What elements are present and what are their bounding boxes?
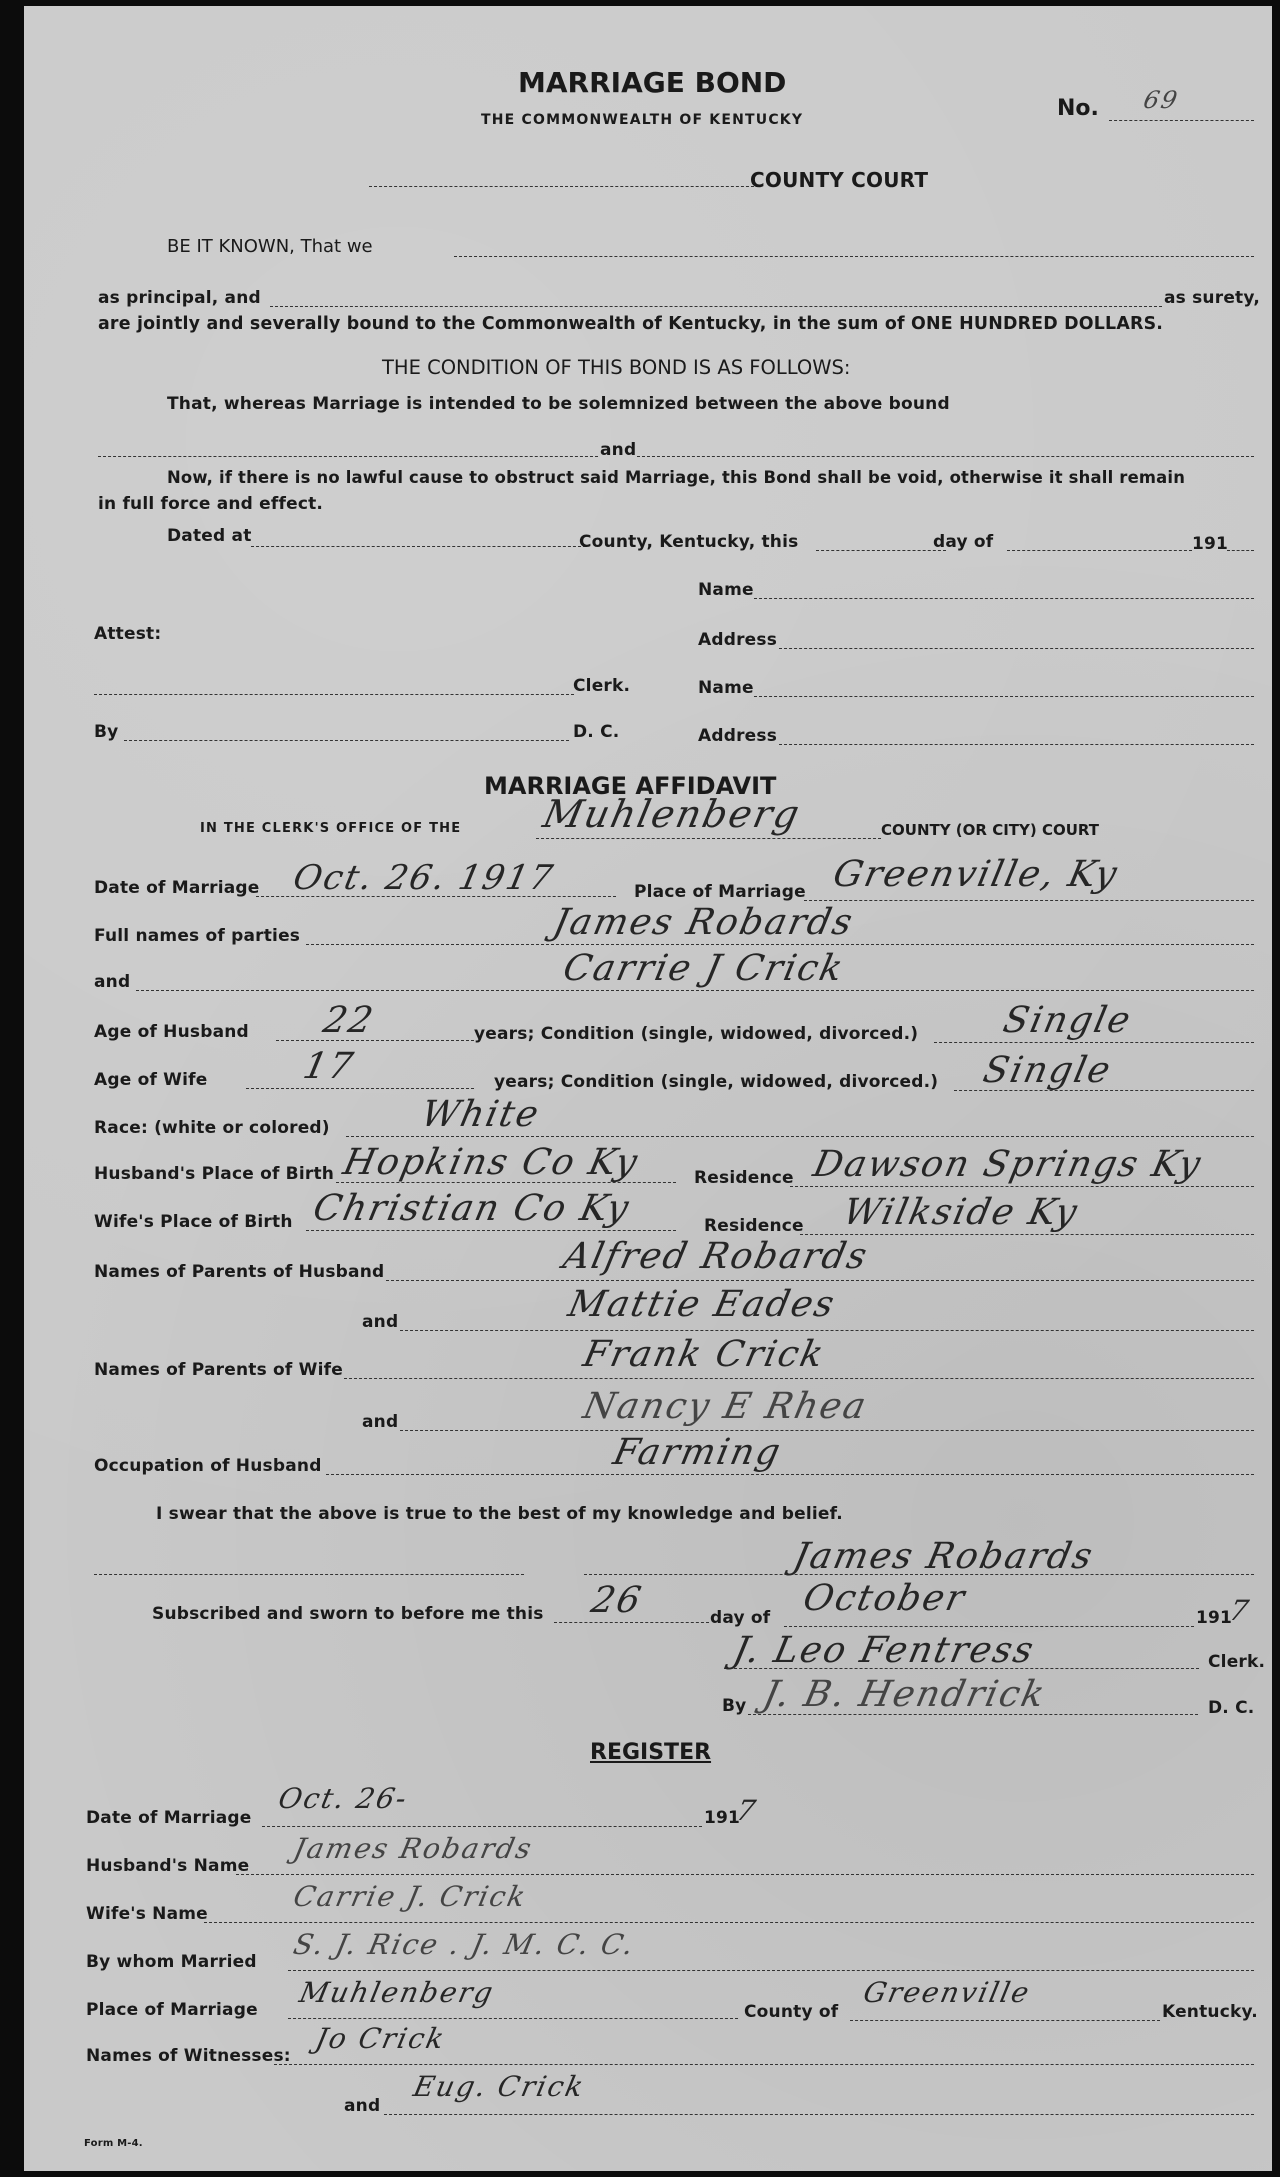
parent-husband-1-value: Alfred Robards bbox=[559, 1236, 873, 1277]
register-place-value: Muhlenberg bbox=[296, 1976, 498, 2009]
age-husband-line bbox=[276, 1040, 474, 1041]
bond-number-label: No. bbox=[1057, 96, 1099, 121]
county-of-value: Greenville bbox=[860, 1976, 1034, 2009]
name-label-2: Name bbox=[698, 678, 754, 698]
husband-residence-label: Residence bbox=[694, 1168, 794, 1188]
county-of-label: County of bbox=[744, 2002, 839, 2022]
witness-and-label: and bbox=[344, 2096, 381, 2116]
parent-wife-2-line bbox=[400, 1430, 1254, 1431]
sworn-day-of-label: day of bbox=[710, 1608, 771, 1628]
now-text-2: in full force and effect. bbox=[98, 494, 324, 514]
sworn-year-prefix: 191 bbox=[1196, 1608, 1233, 1628]
clerk-line bbox=[94, 694, 574, 695]
age-husband-value: 22 bbox=[319, 1000, 379, 1041]
bond-title: MARRIAGE BOND bbox=[518, 66, 787, 99]
attest-label: Attest: bbox=[94, 624, 162, 644]
dc-signature: J. B. Hendrick bbox=[759, 1674, 1050, 1715]
dated-year-line bbox=[1227, 550, 1254, 551]
register-title: REGISTER bbox=[590, 1740, 712, 1765]
sworn-month-value: October bbox=[799, 1578, 970, 1619]
form-number: Form M-4. bbox=[84, 2138, 143, 2149]
age-wife-value: 17 bbox=[299, 1046, 359, 1087]
county-of-line bbox=[850, 2020, 1160, 2021]
husband-residence-value: Dawson Springs Ky bbox=[809, 1144, 1206, 1185]
by-label: By bbox=[94, 722, 119, 742]
race-line bbox=[346, 1136, 1254, 1137]
wife-residence-label: Residence bbox=[704, 1216, 804, 1236]
husband-birth-value: Hopkins Co Ky bbox=[339, 1142, 643, 1183]
by-whom-value: S. J. Rice . J. M. C. C. bbox=[290, 1928, 639, 1961]
place-of-marriage-line bbox=[804, 900, 1254, 901]
address-label-2: Address bbox=[698, 726, 778, 746]
cond-husband-value: Single bbox=[999, 1000, 1136, 1041]
register-year-digit: 7 bbox=[733, 1794, 761, 1827]
wife-birth-line bbox=[306, 1230, 676, 1231]
race-value: White bbox=[417, 1094, 544, 1135]
sworn-day-line bbox=[554, 1622, 709, 1623]
county-ky-label: County, Kentucky, this bbox=[579, 532, 799, 552]
parent-wife-2-value: Nancy E Rhea bbox=[579, 1386, 872, 1427]
cond-husband-line bbox=[934, 1042, 1254, 1043]
by-line bbox=[124, 740, 569, 741]
swear-text: I swear that the above is true to the best of my knowledge and belief. bbox=[156, 1504, 843, 1524]
age-wife-condition-label: years; Condition (single, widowed, divorced.) bbox=[494, 1072, 939, 1092]
parent-husband-2-line bbox=[400, 1330, 1254, 1331]
clerk-signature: J. Leo Fentress bbox=[729, 1630, 1039, 1671]
address-line-2 bbox=[779, 744, 1254, 745]
parents-wife-label: Names of Parents of Wife bbox=[94, 1360, 343, 1380]
witness-2-line bbox=[384, 2114, 1254, 2115]
age-husband-condition-label: years; Condition (single, widowed, divorced.) bbox=[474, 1024, 919, 1044]
dated-day-of-label: day of bbox=[933, 532, 994, 552]
wife-birth-label: Wife's Place of Birth bbox=[94, 1212, 293, 1232]
whereas-line-2 bbox=[637, 456, 1254, 457]
bond-condition-heading: THE CONDITION OF THIS BOND IS AS FOLLOWS: bbox=[382, 356, 851, 379]
parent-wife-1-value: Frank Crick bbox=[579, 1334, 829, 1375]
county-court-label: COUNTY COURT bbox=[750, 168, 929, 192]
husband-name-label: Husband's Name bbox=[86, 1856, 250, 1876]
now-text-1: Now, if there is no lawful cause to obstruct said Marriage, this Bond shall be void, otherwise it shall remain bbox=[167, 468, 1186, 487]
affidavit-title: MARRIAGE AFFIDAVIT bbox=[484, 772, 777, 800]
parents-husband-label: Names of Parents of Husband bbox=[94, 1262, 385, 1282]
party-2-value: Carrie J Crick bbox=[559, 948, 849, 989]
affidavit-by-label: By bbox=[722, 1696, 747, 1716]
register-date-line bbox=[262, 1826, 702, 1827]
bond-number-value: 69 bbox=[1141, 86, 1182, 114]
name-line-1 bbox=[754, 598, 1254, 599]
wife-name-label: Wife's Name bbox=[86, 1904, 208, 1924]
witnesses-label: Names of Witnesses: bbox=[86, 2046, 291, 2066]
sworn-month-line bbox=[784, 1626, 1194, 1627]
parents-wife-and: and bbox=[362, 1412, 399, 1432]
affidavit-dc-label: D. C. bbox=[1208, 1698, 1255, 1718]
clerk-label: Clerk. bbox=[573, 676, 631, 696]
dated-month-line bbox=[1007, 550, 1192, 551]
subscribed-text: Subscribed and sworn to before me this bbox=[152, 1604, 544, 1624]
as-surety-text: as surety, bbox=[1164, 288, 1260, 308]
be-it-known-text: BE IT KNOWN, That we bbox=[167, 236, 373, 257]
husband-birth-label: Husband's Place of Birth bbox=[94, 1164, 335, 1184]
signature-left-line bbox=[94, 1574, 524, 1575]
witness-1-line bbox=[274, 2064, 1254, 2065]
be-it-known-line bbox=[454, 256, 1254, 257]
by-whom-label: By whom Married bbox=[86, 1952, 257, 1972]
affidavit-county-name: Muhlenberg bbox=[539, 792, 805, 836]
dated-at-line bbox=[251, 546, 586, 547]
dated-year-label: 191 bbox=[1192, 534, 1229, 554]
name-label-1: Name bbox=[698, 580, 754, 600]
date-of-marriage-label: Date of Marriage bbox=[94, 878, 260, 898]
affidavit-office-suffix: COUNTY (OR CITY) COURT bbox=[881, 821, 1099, 839]
age-husband-label: Age of Husband bbox=[94, 1022, 249, 1042]
full-names-line bbox=[306, 944, 1254, 945]
place-of-marriage-label: Place of Marriage bbox=[634, 882, 806, 902]
register-year-prefix: 191 bbox=[704, 1808, 741, 1828]
by-whom-line bbox=[288, 1970, 1254, 1971]
parents-husband-and: and bbox=[362, 1312, 399, 1332]
full-names-label: Full names of parties bbox=[94, 926, 301, 946]
affidavit-county-line bbox=[536, 838, 881, 839]
husband-residence-line bbox=[790, 1186, 1254, 1187]
as-principal-line bbox=[270, 306, 1162, 307]
marriage-bond-document bbox=[24, 6, 1272, 2171]
party-2-line bbox=[136, 990, 1254, 991]
wife-residence-line bbox=[800, 1234, 1254, 1235]
occupation-label: Occupation of Husband bbox=[94, 1456, 322, 1476]
sworn-year-digit: 7 bbox=[1226, 1594, 1254, 1627]
witness-1-value: Jo Crick bbox=[312, 2022, 449, 2055]
address-line-1 bbox=[779, 648, 1254, 649]
applicant-signature: James Robards bbox=[789, 1536, 1098, 1577]
parent-husband-2-value: Mattie Eades bbox=[564, 1284, 840, 1325]
party-1-value: James Robards bbox=[549, 902, 858, 943]
address-label-1: Address bbox=[698, 630, 778, 650]
affidavit-office-prefix: IN THE CLERK'S OFFICE OF THE bbox=[200, 821, 462, 836]
county-court-line bbox=[369, 186, 759, 187]
parents-husband-line bbox=[386, 1280, 1254, 1281]
bond-subtitle: THE COMMONWEALTH OF KENTUCKY bbox=[481, 112, 804, 128]
wife-name-line bbox=[204, 1922, 1254, 1923]
husband-name-value: James Robards bbox=[290, 1832, 537, 1865]
register-date-label: Date of Marriage bbox=[86, 1808, 252, 1828]
sworn-day-value: 26 bbox=[587, 1580, 647, 1621]
register-place-line bbox=[288, 2018, 738, 2019]
party-and-label: and bbox=[94, 972, 131, 992]
affidavit-clerk-label: Clerk. bbox=[1208, 1652, 1266, 1672]
age-wife-line bbox=[246, 1088, 474, 1089]
as-principal-text: as principal, and bbox=[98, 288, 261, 308]
whereas-text: That, whereas Marriage is intended to be solemnized between the above bound bbox=[167, 394, 950, 414]
whereas-and: and bbox=[600, 440, 637, 460]
occupation-line bbox=[326, 1474, 1254, 1475]
dc-label: D. C. bbox=[573, 722, 620, 742]
occupation-value: Farming bbox=[609, 1432, 786, 1473]
wife-name-value: Carrie J. Crick bbox=[290, 1880, 531, 1913]
bond-number-line bbox=[1109, 120, 1254, 121]
cond-wife-value: Single bbox=[979, 1050, 1116, 1091]
kentucky-label: Kentucky. bbox=[1162, 2002, 1258, 2022]
jointly-bound-text: are jointly and severally bound to the Commonwealth of Kentucky, in the sum of ONE HUNDRED DOLLARS. bbox=[98, 314, 1164, 334]
race-label: Race: (white or colored) bbox=[94, 1118, 330, 1138]
place-of-marriage-value: Greenville, Ky bbox=[829, 854, 1123, 895]
husband-name-line bbox=[236, 1874, 1254, 1875]
date-of-marriage-value: Oct. 26. 1917 bbox=[289, 858, 558, 898]
dated-at-label: Dated at bbox=[167, 526, 252, 546]
wife-birth-value: Christian Co Ky bbox=[309, 1188, 634, 1229]
name-line-2 bbox=[754, 696, 1254, 697]
register-place-label: Place of Marriage bbox=[86, 2000, 258, 2020]
witness-2-value: Eug. Crick bbox=[410, 2070, 589, 2103]
register-date-value: Oct. 26- bbox=[275, 1782, 412, 1815]
parents-wife-line bbox=[344, 1378, 1254, 1379]
whereas-line-1 bbox=[98, 456, 598, 457]
age-wife-label: Age of Wife bbox=[94, 1070, 208, 1090]
dated-day-line bbox=[816, 550, 946, 551]
wife-residence-value: Wilkside Ky bbox=[839, 1192, 1083, 1233]
